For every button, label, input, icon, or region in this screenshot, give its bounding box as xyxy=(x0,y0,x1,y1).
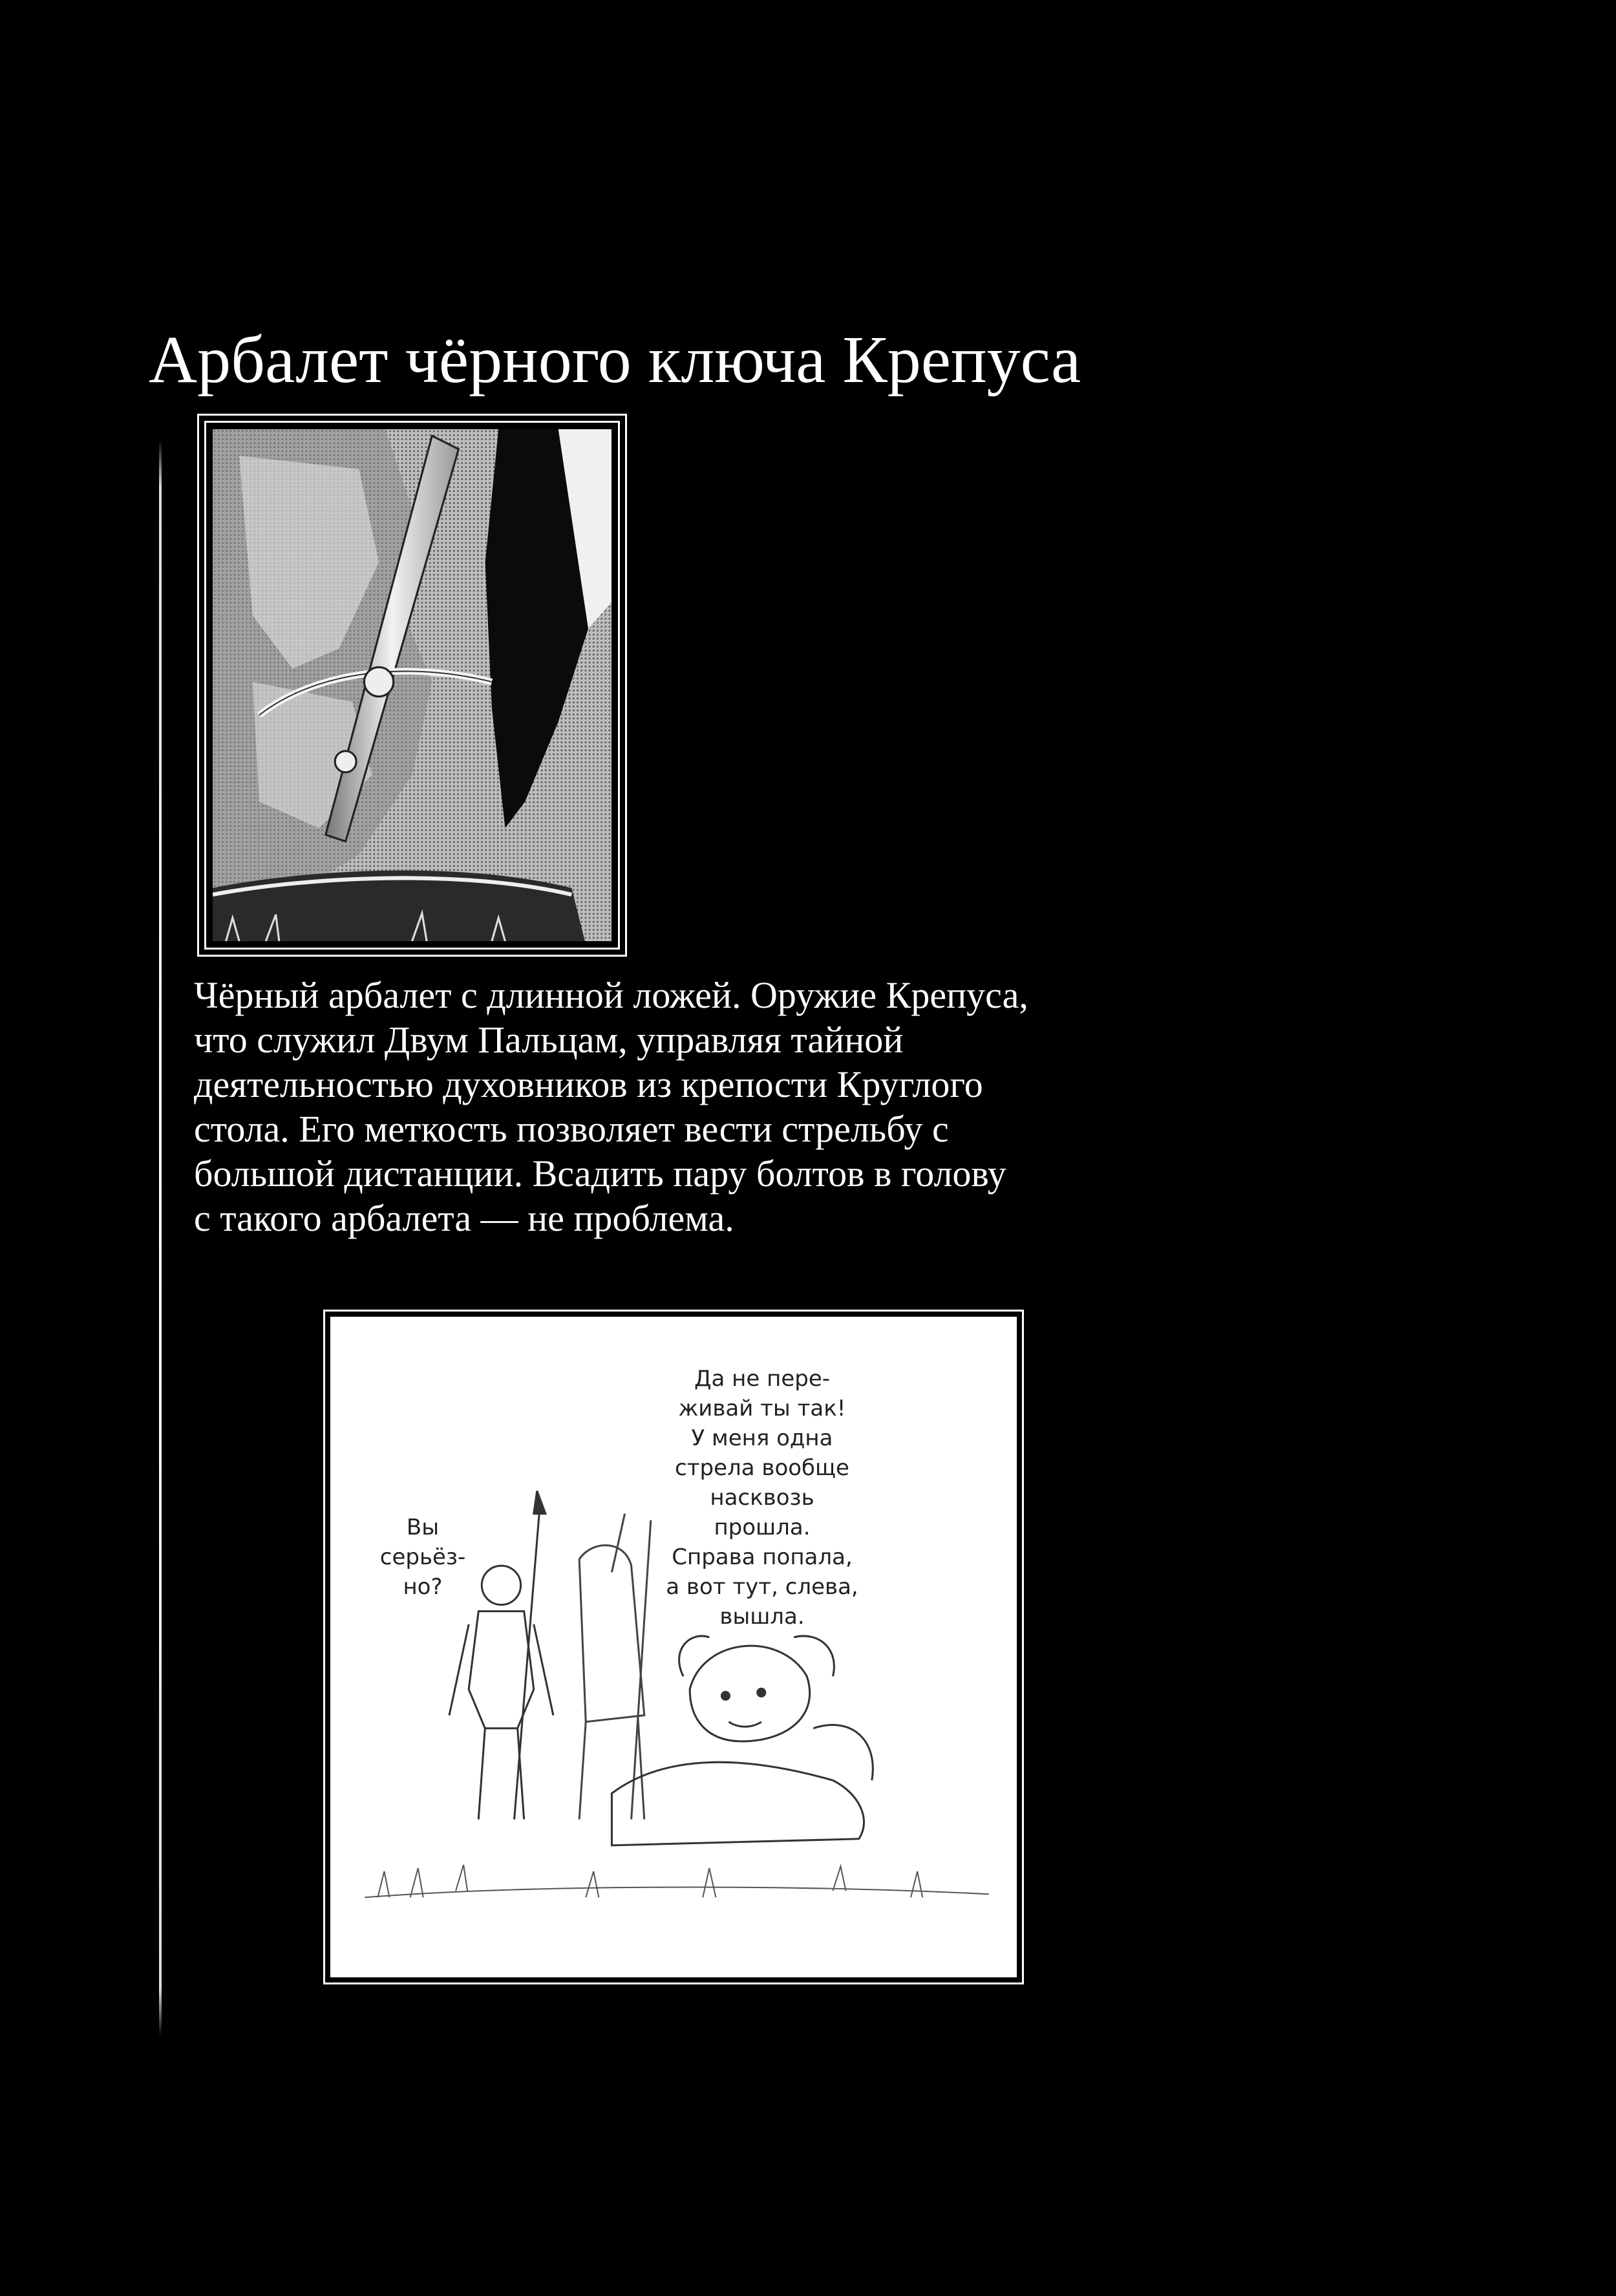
crossbow-illustration-frame xyxy=(197,414,627,957)
bubble-text: У меня одна xyxy=(691,1425,833,1451)
crossbow-illustration xyxy=(213,429,611,941)
bubble-text: серьёз- xyxy=(379,1544,466,1570)
description-line: деятельностью духовников из крепости Круглого xyxy=(194,1063,983,1105)
crossbow-illustration-inner xyxy=(204,421,620,950)
bubble-text: а вот тут, слева, xyxy=(666,1574,858,1600)
bubble-text: Вы xyxy=(406,1515,440,1540)
comic-frame-inner xyxy=(330,1317,1017,1977)
description xyxy=(194,973,1151,1240)
description-line: стола. Его меткость позволяет вести стрельбу с xyxy=(194,1108,949,1150)
speech-bubble-left xyxy=(374,1513,471,1602)
bubble-text: живай ты так! xyxy=(678,1396,846,1421)
description-line: большой дистанции. Всадить пару болтов в голову xyxy=(194,1153,1006,1195)
description-line: с такого арбалета — не проблема. xyxy=(194,1197,734,1239)
bubble-text: Да не пере- xyxy=(694,1366,831,1392)
speech-bubble-right xyxy=(659,1364,866,1632)
bubble-text: Справа попала, xyxy=(672,1544,853,1570)
bubble-text: вышла. xyxy=(719,1604,805,1630)
bubble-text: но? xyxy=(403,1574,443,1600)
page-title: Арбалет чёрного ключа Крепуса xyxy=(149,323,1081,397)
description-line: что служил Двум Пальцам, управляя тайной xyxy=(194,1019,904,1061)
description-line: Чёрный арбалет с длинной ложей. Оружие Крепуса, xyxy=(194,974,1028,1016)
comic-frame xyxy=(323,1310,1024,1984)
bubble-text: стрела вообще xyxy=(675,1455,849,1481)
bubble-text: насквозь прошла. xyxy=(710,1485,814,1540)
left-divider xyxy=(159,440,162,2036)
